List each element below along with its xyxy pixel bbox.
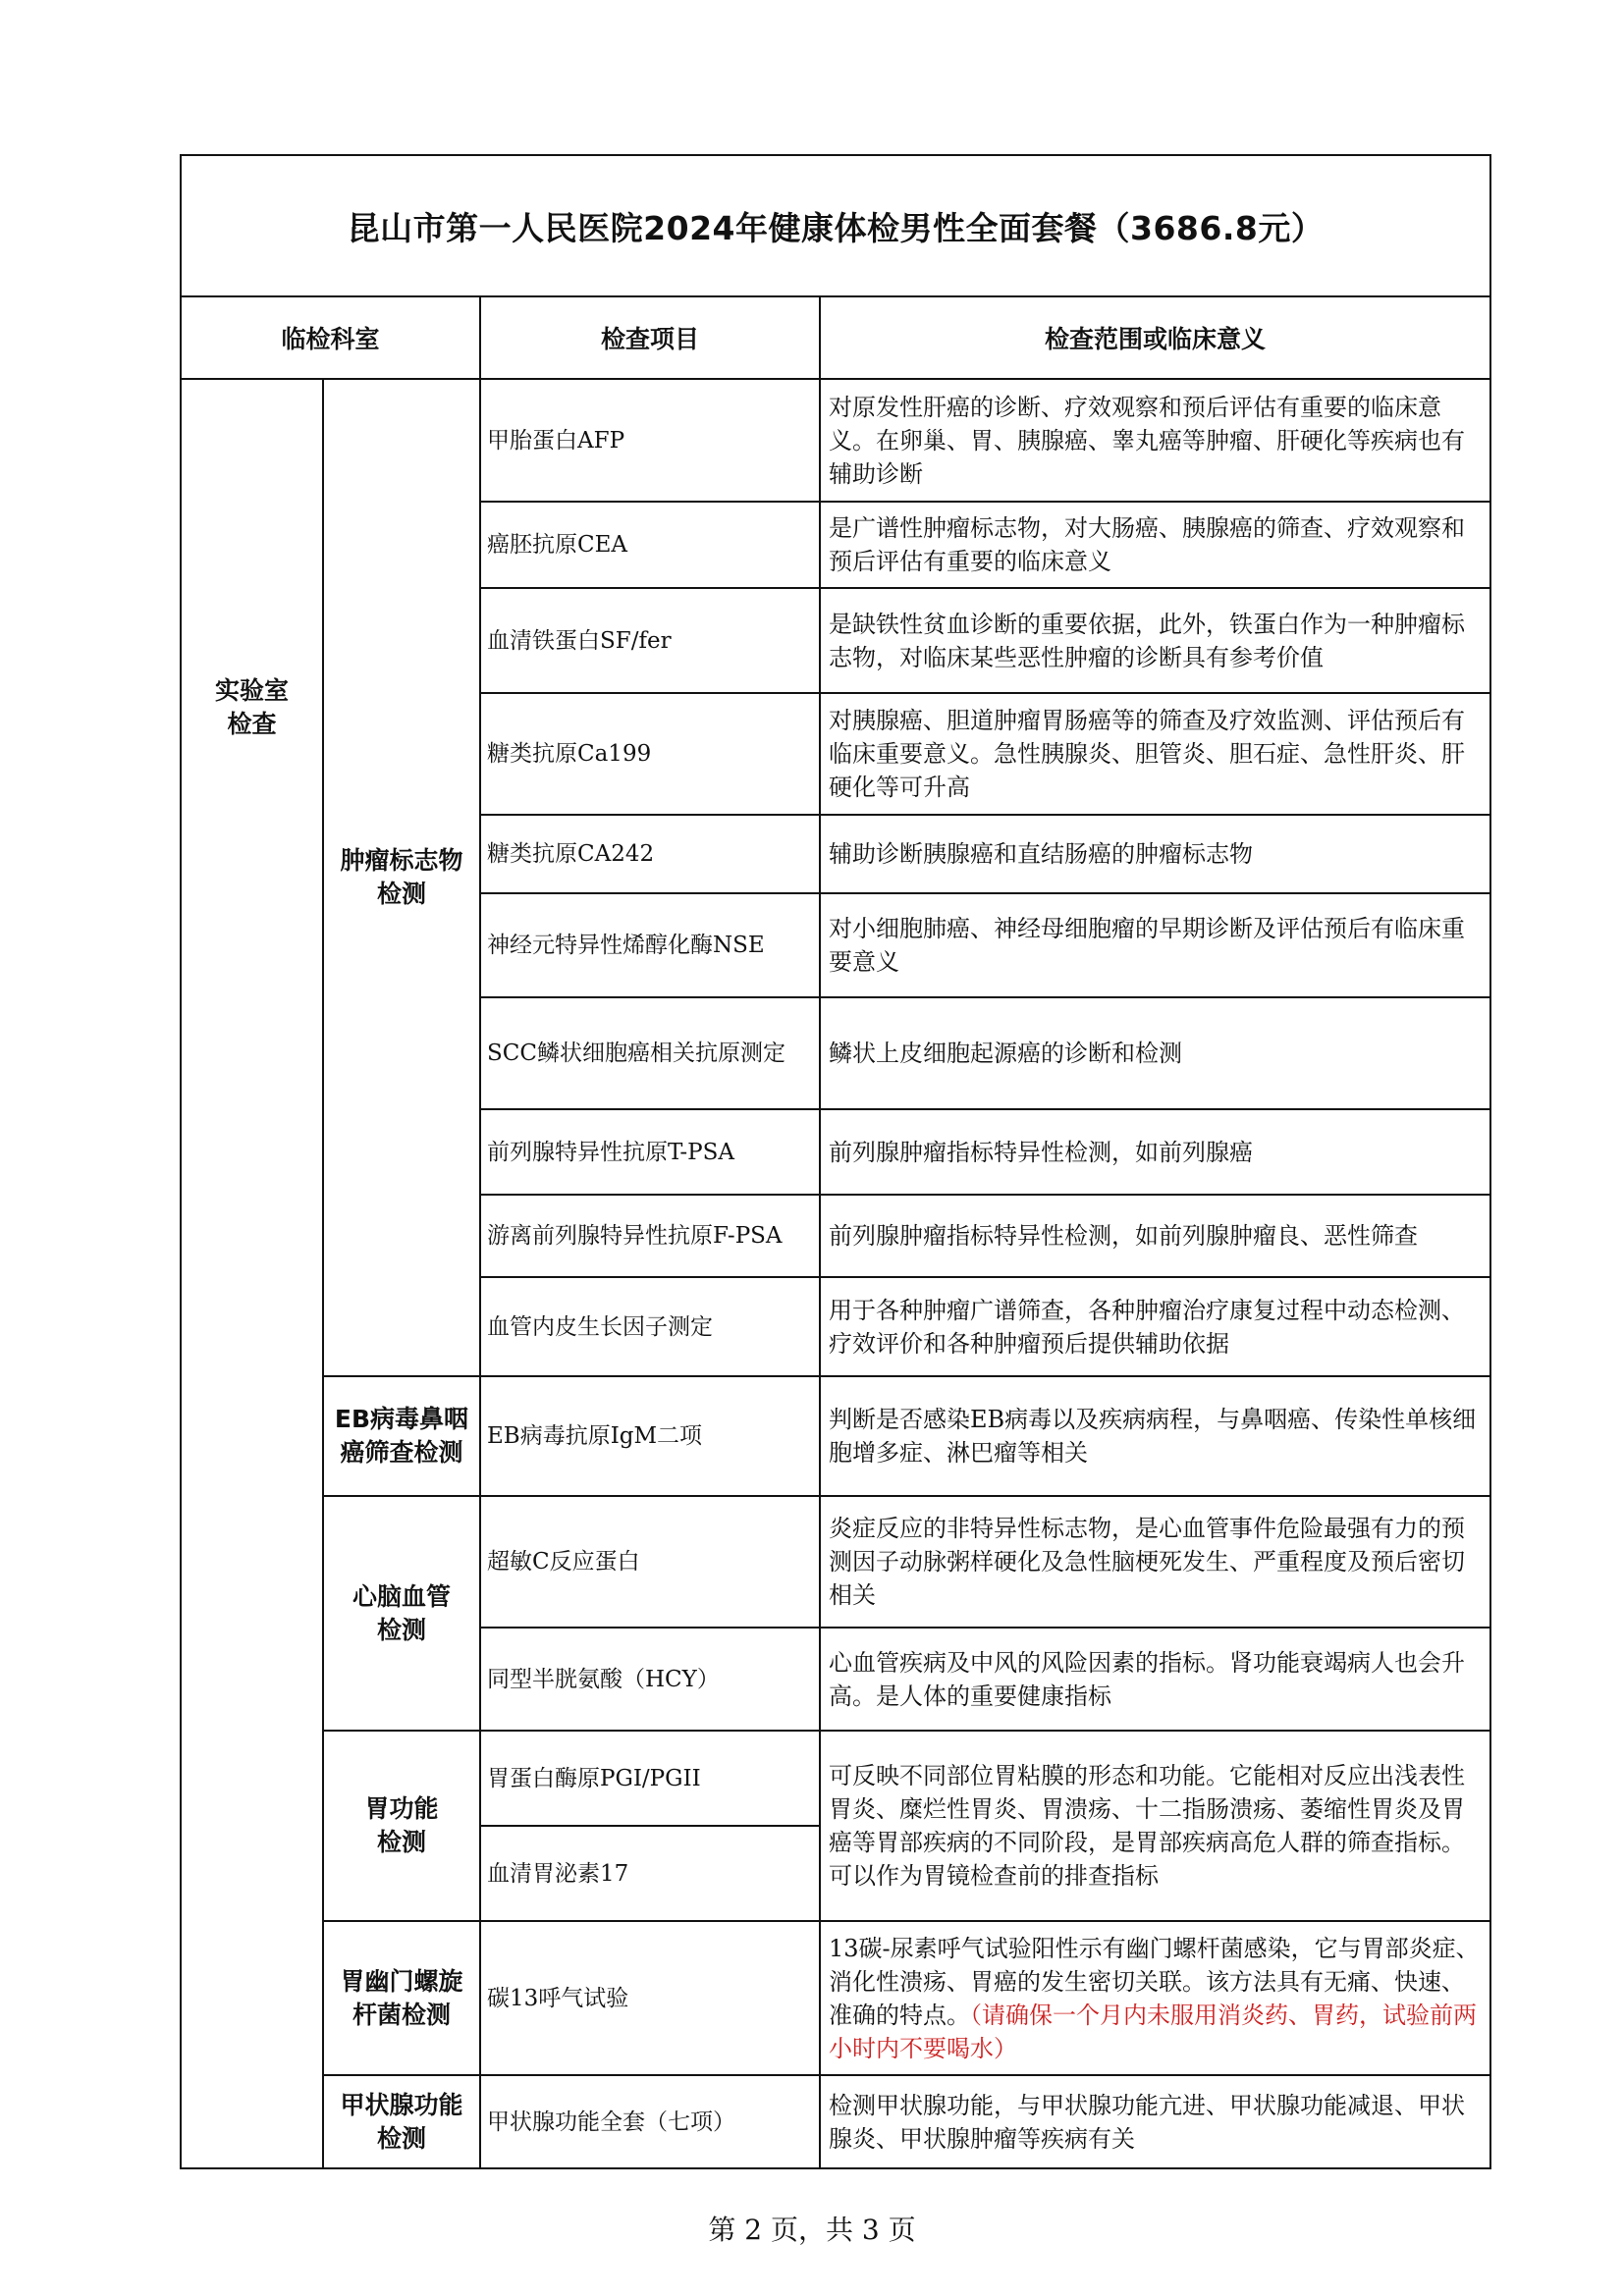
desc-cell: 检测甲状腺功能，与甲状腺功能亢进、甲状腺功能减退、甲状腺炎、甲状腺肿瘤等疾病有关	[820, 2075, 1490, 2168]
desc-cell: 对小细胞肺癌、神经母细胞瘤的早期诊断及评估预后有临床重要意义	[820, 893, 1490, 997]
item-cell: 同型半胱氨酸（HCY）	[480, 1628, 820, 1731]
item-cell: 血清胃泌素17	[480, 1826, 820, 1921]
desc-cell: 对胰腺癌、胆道肿瘤胃肠癌等的筛查及疗效监测、评估预后有临床重要意义。急性胰腺炎、胆管炎、胆石症、急性肝炎、肝硬化等可升高	[820, 693, 1490, 815]
desc-cell: 前列腺肿瘤指标特异性检测，如前列腺肿瘤良、恶性筛查	[820, 1195, 1490, 1277]
warning-note: （请确保一个月内未服用消炎药、胃药，试验前两小时内不要喝水）	[829, 2001, 1477, 2062]
group-thyroid	[323, 2075, 480, 2168]
desc-cell: 心血管疾病及中风的风险因素的指标。肾功能衰竭病人也会升高。是人体的重要健康指标	[820, 1628, 1490, 1731]
item-cell: 甲状腺功能全套（七项）	[480, 2075, 820, 2168]
desc-cell: 辅助诊断胰腺癌和直结肠癌的肿瘤标志物	[820, 815, 1490, 893]
group-label: 心脑血管 检测	[352, 1581, 451, 1644]
desc-cell: 用于各种肿瘤广谱筛查，各种肿瘤治疗康复过程中动态检测、疗效评价和各种肿瘤预后提供辅助依据	[820, 1277, 1490, 1376]
header-item: 检查项目	[480, 296, 820, 379]
item-cell: 神经元特异性烯醇化酶NSE	[480, 893, 820, 997]
desc-cell: 鳞状上皮细胞起源癌的诊断和检测	[820, 997, 1490, 1109]
item-cell: SCC鳞状细胞癌相关抗原测定	[480, 997, 820, 1109]
item-cell: 超敏C反应蛋白	[480, 1496, 820, 1628]
group-label: 甲状腺功能 检测	[340, 2090, 463, 2153]
group-label: 胃幽门螺旋 杆菌检测	[340, 1966, 463, 2029]
package-title: 昆山市第一人民医院2024年健康体检男性全面套餐（3686.8元）	[181, 155, 1490, 296]
desc-cell: 炎症反应的非特异性标志物，是心血管事件危险最强有力的预测因子动脉粥样硬化及急性脑梗死发生、严重程度及预后密切相关	[820, 1496, 1490, 1628]
item-cell: 糖类抗原CA242	[480, 815, 820, 893]
group-eb-virus	[323, 1376, 480, 1496]
item-cell: 游离前列腺特异性抗原F-PSA	[480, 1195, 820, 1277]
group-gastric	[323, 1731, 480, 1921]
item-cell: 前列腺特异性抗原T-PSA	[480, 1109, 820, 1195]
item-cell: 胃蛋白酶原PGI/PGII	[480, 1731, 820, 1826]
desc-cell: 是广谱性肿瘤标志物，对大肠癌、胰腺癌的筛查、疗效观察和预后评估有重要的临床意义	[820, 502, 1490, 588]
header-dept: 临检科室	[181, 296, 480, 379]
group-h-pylori	[323, 1921, 480, 2075]
group-tumor-markers	[323, 379, 480, 1376]
desc-cell-gastric: 可反映不同部位胃粘膜的形态和功能。它能相对反应出浅表性胃炎、糜烂性胃炎、胃溃疡、十二指肠溃疡、萎缩性胃炎及胃癌等胃部疾病的不同阶段，是胃部疾病高危人群的筛查指标。可以作为胃镜检查前的排查指标	[820, 1731, 1490, 1921]
group-label: EB病毒鼻咽 癌筛查检测	[334, 1405, 469, 1467]
page-footer: 第 2 页，共 3 页	[708, 2214, 916, 2246]
item-cell: 血清铁蛋白SF/fer	[480, 588, 820, 693]
desc-cell: 是缺铁性贫血诊断的重要依据，此外，铁蛋白作为一种肿瘤标志物，对临床某些恶性肿瘤的诊断具有参考价值	[820, 588, 1490, 693]
desc-cell	[820, 1921, 1490, 2075]
group-cardio	[323, 1496, 480, 1731]
group-label: 肿瘤标志物 检测	[340, 846, 463, 908]
department-lab-label: 实验室 检查	[214, 676, 289, 738]
desc-text: 13碳-尿素呼气试验阳性示有幽门螺杆菌感染，它与胃部炎症、消化性溃疡、胃癌的发生密切关联。该方法具有无痛、快速、准确的特点。	[829, 1934, 1480, 2029]
item-cell: 癌胚抗原CEA	[480, 502, 820, 588]
desc-cell: 对原发性肝癌的诊断、疗效观察和预后评估有重要的临床意义。在卵巢、胃、胰腺癌、睾丸癌等肿瘤、肝硬化等疾病也有辅助诊断	[820, 379, 1490, 502]
item-cell: 碳13呼气试验	[480, 1921, 820, 2075]
item-cell: 甲胎蛋白AFP	[480, 379, 820, 502]
item-cell: 糖类抗原Ca199	[480, 693, 820, 815]
checkup-table	[180, 154, 1491, 2169]
item-cell: 血管内皮生长因子测定	[480, 1277, 820, 1376]
desc-cell: 判断是否感染EB病毒以及疾病病程，与鼻咽癌、传染性单核细胞增多症、淋巴瘤等相关	[820, 1376, 1490, 1496]
group-label: 胃功能 检测	[364, 1794, 439, 1856]
department-lab	[181, 379, 323, 2168]
item-cell: EB病毒抗原IgM二项	[480, 1376, 820, 1496]
desc-cell: 前列腺肿瘤指标特异性检测，如前列腺癌	[820, 1109, 1490, 1195]
header-desc: 检查范围或临床意义	[820, 296, 1490, 379]
